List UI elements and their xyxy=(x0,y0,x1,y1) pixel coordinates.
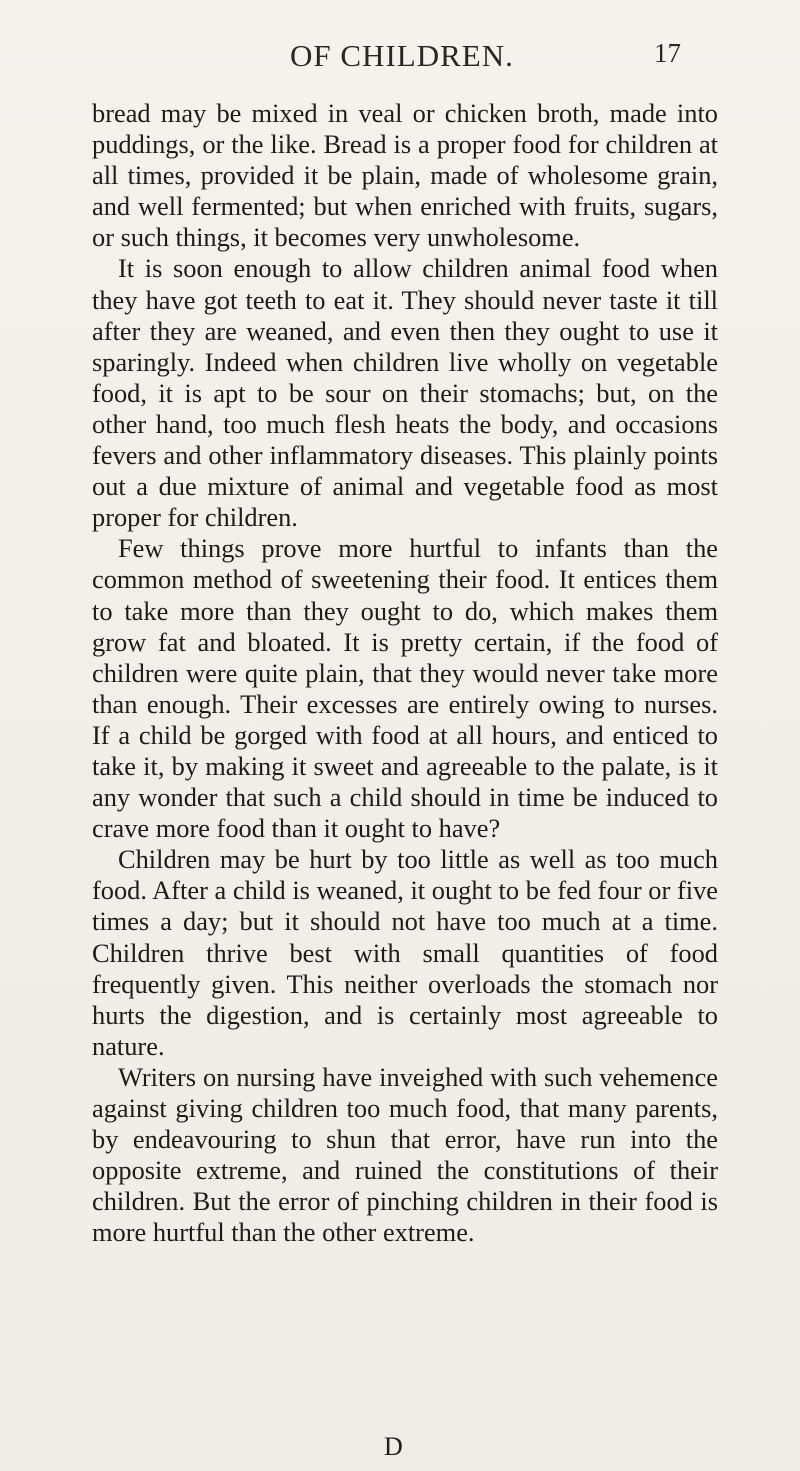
paragraph-animal-food: It is soon enough to allow children animal food when they have got teeth to eat it. They should never taste it till after they are weaned, and even then they ought to use it sparingly. Indeed when children live wholly on vegetable food, it is apt to be sour on their stomachs; but, on the other hand, too much flesh heats the body, and occasions fevers and other inflammatory diseases. This plainly points out a due mixture of animal and vegetable food as most proper for children. xyxy=(92,253,718,533)
paragraph-too-little-food: Children may be hurt by too little as well as too much food. After a child is weaned, it ought to be fed four or five times a day; but it should not have too much at a time. Children thrive best with small quantities of food frequently given. This neither overloads the stomach nor hurts the digestion, and is certainly most agreeable to nature. xyxy=(92,844,718,1061)
running-head xyxy=(0,38,800,78)
paragraph-sweetening: Few things prove more hurtful to infants than the common method of sweetening their food. It entices them to take more than they ought to do, which makes them grow fat and bloated. It is pretty certain, if the food of children were quite plain, that they would never take more than enough. Their excesses are entirely owing to nurses. If a child be gorged with food at all hours, and enticed to take it, by making it sweet and agreeable to the palate, is it any wonder that such a child should in time be induced to crave more food than it ought to have? xyxy=(92,533,718,844)
page-number: 17 xyxy=(654,38,681,68)
body-text xyxy=(92,98,718,1248)
paragraph-bread: bread may be mixed in veal or chicken broth, made into puddings, or the like. Bread is a proper food for children at all times, provided it be plain, made of wholesome grain, and well fermented; but when enriched with fruits, sugars, or such things, it becomes very unwholesome. xyxy=(92,98,718,253)
running-title: OF CHILDREN. xyxy=(290,38,514,73)
signature-mark: D xyxy=(384,1432,403,1461)
paragraph-writers-on-nursing: Writers on nursing have inveighed with such vehemence against giving children too much food, that many parents, by endeavouring to shun that error, have run into the opposite extreme, and ruined the constitutions of their children. But the error of pinching children in their food is more hurtful than the other extreme. xyxy=(92,1061,718,1248)
